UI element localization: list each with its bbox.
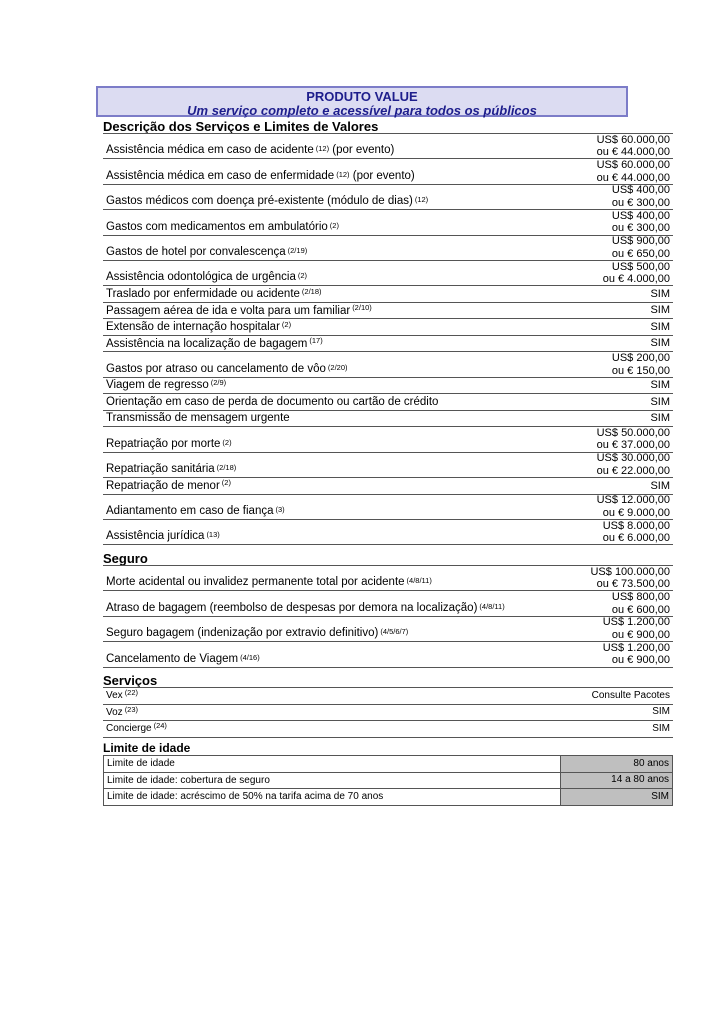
table-row bbox=[103, 159, 673, 184]
table-row bbox=[103, 688, 673, 705]
row-value bbox=[561, 773, 673, 789]
row-value-euro: ou € 22.000,00 bbox=[596, 464, 670, 477]
row-label bbox=[103, 617, 603, 641]
row-label bbox=[104, 756, 561, 772]
table-row bbox=[103, 411, 673, 428]
row-label-text: Passagem aérea de ida e volta para um familiar bbox=[106, 304, 351, 317]
footnote-ref: (4/8/11) bbox=[406, 576, 432, 586]
row-label bbox=[103, 495, 597, 519]
row-value-primary: SIM bbox=[650, 379, 670, 392]
services-table bbox=[103, 133, 673, 545]
row-value-primary: US$ 30.000,00 bbox=[596, 452, 670, 465]
table-row bbox=[103, 756, 673, 773]
row-label bbox=[103, 185, 612, 209]
row-value bbox=[590, 566, 673, 590]
footnote-ref: (3) bbox=[275, 504, 285, 514]
row-value-primary: US$ 100.000,00 bbox=[590, 565, 670, 578]
insurance-table bbox=[103, 565, 673, 668]
footnote-ref: (4/5/6/7) bbox=[380, 627, 409, 637]
footnote-ref: (2/18) bbox=[301, 286, 322, 296]
row-value-euro: ou € 900,00 bbox=[611, 628, 670, 641]
row-value bbox=[603, 520, 673, 544]
table-row bbox=[103, 352, 673, 377]
row-value bbox=[650, 336, 673, 352]
section-title-descricao: Descrição dos Serviços e Limites de Valores bbox=[103, 119, 379, 134]
row-label-text: Assistência odontológica de urgência bbox=[106, 271, 296, 284]
row-value bbox=[603, 642, 673, 666]
row-value bbox=[650, 378, 673, 394]
row-value-euro: ou € 150,00 bbox=[611, 364, 670, 377]
row-label-text: Gastos com medicamentos em ambulatório bbox=[106, 220, 328, 233]
row-value-primary: SIM bbox=[650, 304, 670, 317]
row-value-euro: ou € 600,00 bbox=[611, 603, 670, 616]
row-value-primary: US$ 400,00 bbox=[611, 209, 670, 222]
footnote-ref: (2/9) bbox=[210, 377, 227, 387]
row-value-euro: ou € 6.000,00 bbox=[602, 532, 670, 545]
row-label bbox=[103, 453, 597, 477]
section-title-seguro: Seguro bbox=[103, 551, 148, 566]
footnote-ref: (2/19) bbox=[287, 245, 308, 255]
row-value-primary: 80 anos bbox=[633, 757, 669, 769]
row-label-text: Seguro bagagem (indenização por extravio definitivo) bbox=[106, 627, 379, 640]
row-label-text: Concierge bbox=[106, 723, 152, 735]
table-row bbox=[103, 591, 673, 616]
footnote-ref: (4/16) bbox=[240, 652, 260, 662]
row-value-primary: SIM bbox=[652, 722, 670, 734]
row-label-text: Gastos médicos com doença pré-existente (módulo de dias) bbox=[106, 195, 413, 208]
row-value bbox=[650, 303, 673, 319]
row-label-text: Limite de idade: acréscimo de 50% na tarifa acima de 70 anos bbox=[107, 791, 384, 803]
section-title-limite-idade: Limite de idade bbox=[103, 741, 191, 755]
row-value-primary: SIM bbox=[650, 320, 670, 333]
row-label bbox=[103, 394, 650, 410]
row-label-suffix: (por evento) bbox=[329, 144, 395, 157]
row-label bbox=[103, 352, 612, 376]
row-value bbox=[603, 261, 673, 285]
row-value-euro: ou € 900,00 bbox=[611, 654, 670, 667]
row-label-text: Gastos de hotel por convalescença bbox=[106, 245, 286, 258]
row-label-text: Assistência jurídica bbox=[106, 530, 205, 543]
row-value bbox=[597, 134, 673, 158]
table-row bbox=[103, 286, 673, 303]
row-value-primary: US$ 60.000,00 bbox=[596, 159, 670, 172]
row-value-primary: SIM bbox=[650, 395, 670, 408]
row-label bbox=[103, 159, 597, 183]
row-label bbox=[103, 303, 650, 319]
row-value-primary: 14 a 80 anos bbox=[611, 774, 669, 785]
row-label-text: Repatriação por morte bbox=[106, 437, 221, 450]
table-row bbox=[103, 705, 673, 722]
table-row bbox=[103, 261, 673, 286]
row-label-text: Viagem de regresso bbox=[106, 379, 209, 392]
row-label bbox=[103, 721, 652, 737]
row-value-primary: SIM bbox=[652, 706, 670, 717]
row-value-euro: ou € 44.000,00 bbox=[596, 171, 670, 184]
product-title: PRODUTO VALUE bbox=[306, 89, 418, 104]
row-label-text: Assistência médica em caso de acidente bbox=[106, 144, 314, 157]
row-label bbox=[103, 566, 590, 590]
row-value-primary: US$ 1.200,00 bbox=[602, 641, 670, 654]
footnote-ref: (2/10) bbox=[352, 303, 372, 313]
row-label-suffix: (por evento) bbox=[349, 169, 415, 182]
table-row bbox=[103, 520, 673, 545]
table-row bbox=[103, 185, 673, 210]
table-row bbox=[103, 721, 673, 738]
row-label bbox=[103, 236, 612, 260]
footnote-ref: (13) bbox=[206, 530, 220, 540]
footnote-ref: (4/8/11) bbox=[479, 601, 505, 611]
footnote-ref: (12) bbox=[414, 195, 429, 205]
footnote-ref: (22) bbox=[124, 688, 139, 698]
row-label bbox=[103, 705, 652, 721]
row-value-euro: ou € 9.000,00 bbox=[602, 506, 670, 519]
table-row bbox=[103, 236, 673, 261]
row-label-text: Cancelamento de Viagem bbox=[106, 652, 239, 665]
table-row bbox=[103, 303, 673, 320]
row-value bbox=[650, 411, 673, 427]
row-label-text: Transmissão de mensagem urgente bbox=[106, 412, 290, 425]
table-row bbox=[103, 394, 673, 411]
row-value-primary: SIM bbox=[650, 287, 670, 300]
row-value-euro: ou € 4.000,00 bbox=[602, 273, 670, 286]
row-label bbox=[103, 478, 650, 494]
row-value-euro: ou € 650,00 bbox=[611, 247, 670, 260]
product-header bbox=[96, 86, 628, 117]
row-label bbox=[103, 319, 650, 335]
row-label-text: Orientação em caso de perda de documento ou cartão de crédito bbox=[106, 395, 439, 408]
row-label bbox=[103, 591, 612, 615]
footnote-ref: (12) bbox=[315, 144, 330, 154]
footnote-ref: (24) bbox=[153, 721, 167, 731]
footnote-ref: (2) bbox=[329, 220, 339, 230]
row-value bbox=[597, 495, 673, 519]
row-value bbox=[650, 478, 673, 494]
row-value-primary: US$ 8.000,00 bbox=[602, 519, 670, 532]
footnote-ref: (2/18) bbox=[216, 463, 237, 473]
table-row bbox=[103, 210, 673, 235]
row-label bbox=[103, 642, 603, 666]
row-label-text: Repatriação sanitária bbox=[106, 463, 215, 476]
row-value bbox=[652, 705, 673, 721]
table-row bbox=[103, 336, 673, 353]
row-label bbox=[103, 427, 597, 451]
row-label bbox=[103, 688, 592, 704]
row-label bbox=[103, 520, 603, 544]
row-value-primary: US$ 60.000,00 bbox=[596, 133, 670, 146]
row-value-primary: US$ 900,00 bbox=[611, 235, 670, 248]
footnote-ref: (2) bbox=[281, 319, 292, 329]
row-value-primary: US$ 50.000,00 bbox=[596, 426, 670, 439]
row-value bbox=[650, 319, 673, 335]
row-label-text: Assistência médica em caso de enfermidade bbox=[106, 169, 335, 182]
row-value bbox=[650, 286, 673, 302]
row-label-text: Traslado por enfermidade ou acidente bbox=[106, 288, 300, 301]
footnote-ref: (2) bbox=[221, 478, 231, 488]
row-value-euro: ou € 300,00 bbox=[611, 196, 670, 209]
footnote-ref: (23) bbox=[124, 704, 139, 714]
table-row bbox=[103, 495, 673, 520]
table-row bbox=[103, 617, 673, 642]
row-value bbox=[612, 185, 673, 209]
row-label bbox=[103, 378, 650, 394]
row-value-euro: ou € 44.000,00 bbox=[596, 146, 670, 159]
row-value-primary: Consulte Pacotes bbox=[591, 689, 670, 701]
row-label-text: Repatriação de menor bbox=[106, 479, 220, 492]
row-value-primary: US$ 12.000,00 bbox=[596, 494, 670, 507]
row-value bbox=[597, 159, 673, 183]
footnote-ref: (2/20) bbox=[327, 362, 348, 372]
row-value-primary: SIM bbox=[650, 479, 670, 492]
extra-services-table bbox=[103, 687, 673, 738]
row-value bbox=[612, 352, 673, 376]
row-label-text: Assistência na localização de bagagem bbox=[106, 337, 308, 350]
row-value-euro: ou € 300,00 bbox=[611, 222, 670, 235]
row-value-primary: SIM bbox=[651, 790, 669, 802]
row-value-primary: US$ 200,00 bbox=[611, 352, 670, 365]
row-value bbox=[612, 236, 673, 260]
row-label bbox=[104, 773, 561, 789]
row-label-text: Limite de idade: cobertura de seguro bbox=[107, 774, 270, 786]
row-value bbox=[592, 688, 673, 704]
table-row bbox=[103, 453, 673, 478]
row-value bbox=[561, 789, 673, 805]
row-label bbox=[103, 134, 597, 158]
row-value-primary: SIM bbox=[650, 337, 670, 350]
row-value bbox=[561, 756, 673, 772]
table-row bbox=[103, 789, 673, 806]
footnote-ref: (2) bbox=[222, 437, 232, 447]
section-title-servicos: Serviços bbox=[103, 673, 158, 688]
row-label-text: Voz bbox=[106, 706, 123, 718]
footnote-ref: (2) bbox=[297, 271, 308, 281]
row-label-text: Adiantamento em caso de fiança bbox=[106, 504, 274, 517]
row-label-text: Limite de idade bbox=[107, 758, 175, 770]
table-row bbox=[103, 378, 673, 395]
row-label-text: Gastos por atraso ou cancelamento de vôo bbox=[106, 362, 326, 375]
row-label-text: Morte acidental ou invalidez permanente total por acidente bbox=[106, 576, 405, 589]
row-label bbox=[103, 261, 603, 285]
table-row bbox=[103, 478, 673, 495]
row-label bbox=[103, 210, 612, 234]
row-value-primary: US$ 1.200,00 bbox=[602, 616, 670, 629]
row-value bbox=[597, 453, 673, 477]
row-value-euro: ou € 73.500,00 bbox=[596, 578, 670, 591]
age-limit-table bbox=[103, 755, 673, 806]
row-value-primary: US$ 800,00 bbox=[611, 591, 670, 604]
row-label-text: Atraso de bagagem (reembolso de despesas por demora na localização) bbox=[106, 601, 478, 614]
row-label-text: Vex bbox=[106, 690, 123, 702]
row-value-primary: SIM bbox=[650, 412, 670, 425]
table-row bbox=[103, 773, 673, 790]
row-value bbox=[652, 721, 673, 737]
footnote-ref: (12) bbox=[336, 169, 350, 179]
row-label bbox=[103, 411, 650, 427]
row-value-euro: ou € 37.000,00 bbox=[596, 439, 670, 452]
table-row bbox=[103, 566, 673, 591]
row-value bbox=[597, 427, 673, 451]
row-value-primary: US$ 400,00 bbox=[611, 184, 670, 197]
row-label bbox=[103, 336, 650, 352]
row-label-text: Extensão de internação hospitalar bbox=[106, 321, 280, 334]
row-label bbox=[103, 286, 650, 302]
row-value bbox=[612, 210, 673, 234]
row-label bbox=[104, 789, 561, 805]
row-value bbox=[612, 591, 673, 615]
footnote-ref: (17) bbox=[309, 336, 323, 346]
product-subtitle: Um serviço completo e acessível para todos os públicos bbox=[187, 103, 537, 118]
row-value bbox=[650, 394, 673, 410]
row-value bbox=[603, 617, 673, 641]
row-value-primary: US$ 500,00 bbox=[611, 260, 670, 273]
table-row bbox=[103, 642, 673, 667]
table-row bbox=[103, 319, 673, 336]
table-row bbox=[103, 134, 673, 159]
table-row bbox=[103, 427, 673, 452]
